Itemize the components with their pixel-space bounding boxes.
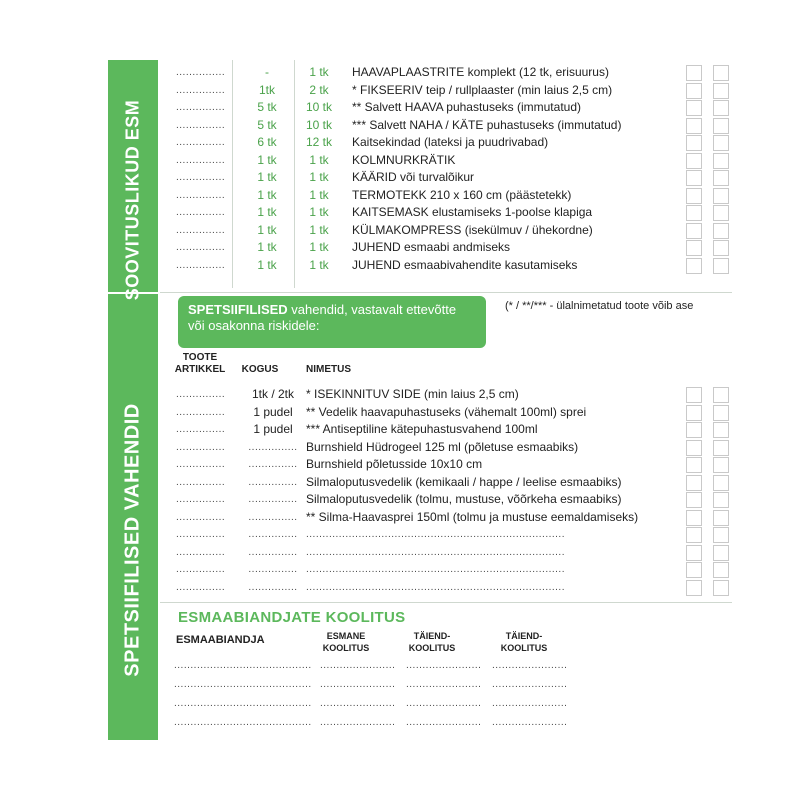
callout-text: vahendid, vastavalt ettevõtte või osakonna riskidele: [188, 302, 457, 333]
item-name: Burnshield Hüdrogeel 125 ml (põletuse esmaabiks) [306, 439, 579, 454]
checkbox[interactable] [686, 492, 702, 508]
quantity-large: 1 tk [309, 205, 329, 219]
article-placeholder[interactable]: ............... [176, 511, 226, 523]
first-aider-name-field[interactable]: .......................................... [174, 717, 312, 728]
checkbox[interactable] [686, 510, 702, 526]
list-item [160, 439, 720, 456]
item-name: *** Salvett NAHA / KÄTE puhastuseks (immutatud) [352, 117, 622, 132]
quantity-large: 1 tk [309, 170, 329, 184]
item-name: * ISEKINNITUV SIDE (min laius 2,5 cm) [306, 387, 519, 401]
quantity: 1 pudel [253, 422, 293, 436]
checkbox[interactable] [713, 527, 729, 543]
quantity-large: 10 tk [305, 117, 332, 132]
refresher-training-date-field[interactable]: ....................... [492, 698, 568, 709]
list-item [160, 561, 720, 578]
checkbox[interactable] [686, 422, 702, 438]
initial-training-date-field[interactable]: ....................... [320, 679, 396, 690]
article-placeholder[interactable]: ............... [176, 224, 226, 236]
quantity-small: 6 tk [257, 135, 277, 149]
refresher-training-date-field[interactable]: ....................... [492, 660, 568, 671]
article-placeholder[interactable]: ............... [176, 546, 226, 558]
item-name: Silmaloputusvedelik (tolmu, mustuse, võõrkeha esmaabiks) [306, 492, 622, 506]
sidebar-bar [108, 60, 158, 798]
checkbox[interactable] [686, 440, 702, 456]
checkbox[interactable] [686, 83, 702, 99]
quantity[interactable]: ............... [248, 441, 298, 453]
header-first-aider: ESMAABIANDJA [176, 634, 265, 646]
quantity-large: 1 tk [309, 257, 329, 272]
list-item [160, 204, 720, 221]
quantity[interactable]: ............... [248, 511, 298, 523]
first-aider-name-field[interactable]: .......................................... [174, 660, 312, 671]
article-placeholder[interactable]: ............... [176, 476, 226, 488]
checkbox[interactable] [713, 223, 729, 239]
quantity-large: 12 tk [305, 135, 332, 149]
list-item [160, 509, 720, 526]
list-item [160, 222, 720, 239]
checkbox[interactable] [713, 440, 729, 456]
checkbox[interactable] [686, 188, 702, 204]
item-name[interactable]: ............................................................................... [306, 529, 565, 540]
callout-bold: SPETSIIFILISED [188, 302, 288, 317]
article-placeholder[interactable]: ............... [176, 137, 226, 148]
specific-tools-callout [178, 296, 486, 348]
quantity[interactable]: ............... [248, 564, 298, 575]
refresher-training-date-field[interactable]: ....................... [492, 717, 568, 728]
checkbox[interactable] [686, 405, 702, 421]
header-quantity: KOGUS [241, 364, 279, 375]
article-placeholder[interactable]: ............... [176, 154, 226, 166]
list-item [160, 82, 720, 99]
quantity[interactable]: ............... [248, 581, 298, 593]
quantity[interactable]: ............... [248, 546, 298, 558]
item-name: KOLMNURKRÄTIK [352, 152, 456, 167]
list-item [160, 134, 720, 151]
list-item [160, 404, 720, 421]
item-name: Burnshield põletusside 10x10 cm [306, 457, 483, 471]
quantity-large: 1 tk [309, 65, 329, 79]
checkbox[interactable] [686, 118, 702, 134]
checkbox[interactable] [713, 545, 729, 561]
article-placeholder[interactable]: ............... [176, 119, 226, 131]
checkbox[interactable] [713, 387, 729, 403]
checkbox[interactable] [713, 188, 729, 204]
item-name: ** Silma-Haavasprei 150ml (tolmu ja mustuse eemaldamiseks) [306, 509, 639, 524]
article-placeholder[interactable]: ............... [176, 172, 226, 183]
checkbox[interactable] [686, 223, 702, 239]
training-title: ESMAABIANDJATE KOOLITUS [178, 609, 406, 626]
article-placeholder[interactable]: ............... [176, 259, 226, 271]
item-name: JUHEND esmaabivahendite kasutamiseks [352, 257, 578, 272]
item-name[interactable]: ............................................................................... [306, 564, 565, 575]
section-divider [160, 292, 732, 293]
checkbox[interactable] [686, 387, 702, 403]
checkbox[interactable] [686, 580, 702, 596]
list-item [160, 526, 720, 543]
first-aider-name-field[interactable]: .......................................... [174, 698, 312, 709]
article-placeholder[interactable]: ............... [176, 102, 226, 113]
quantity-large: 1 tk [309, 240, 329, 254]
checkbox[interactable] [713, 562, 729, 578]
list-item [160, 474, 720, 491]
quantity-large: 1 tk [309, 152, 329, 167]
checkbox[interactable] [713, 510, 729, 526]
quantity[interactable]: ............... [248, 459, 298, 470]
list-item [160, 491, 720, 508]
article-placeholder[interactable]: ............... [176, 581, 226, 593]
quantity-small: - [265, 65, 269, 79]
checkbox[interactable] [686, 205, 702, 221]
article-placeholder[interactable]: ............... [176, 389, 226, 400]
initial-training-date-field[interactable]: ....................... [320, 698, 396, 709]
refresher-training-date-field[interactable]: ....................... [406, 660, 482, 671]
checkbox[interactable] [686, 258, 702, 274]
list-item [160, 544, 720, 561]
quantity[interactable]: ............... [248, 529, 298, 540]
checkbox[interactable] [686, 545, 702, 561]
checkbox[interactable] [686, 65, 702, 81]
checkbox[interactable] [713, 83, 729, 99]
list-item [160, 117, 720, 134]
item-name: ** Salvett HAAVA puhastuseks (immutatud) [352, 100, 581, 114]
quantity-small: 1tk [258, 82, 275, 97]
item-name[interactable]: ............................................................................... [306, 546, 565, 558]
article-placeholder[interactable]: ............... [176, 529, 226, 540]
quantity-large: 1 tk [309, 187, 329, 202]
article-placeholder[interactable]: ............... [176, 189, 226, 201]
list-item [160, 64, 720, 81]
quantity-small: 5 tk [257, 100, 277, 114]
refresher-training-date-field[interactable]: ....................... [406, 717, 482, 728]
item-name: KÄÄRID või turvalõikur [352, 170, 475, 184]
item-name: Kaitsekindad (lateksi ja puudrivabad) [352, 135, 549, 149]
first-aider-name-field[interactable]: .......................................... [174, 679, 312, 690]
quantity-small: 1 tk [257, 222, 277, 237]
item-name: Silmaloputusvedelik (kemikaali / happe / leelise esmaabiks) [306, 474, 622, 489]
list-item [160, 239, 720, 256]
refresher-training-date-field[interactable]: ....................... [406, 698, 482, 709]
list-item [160, 386, 720, 403]
article-placeholder[interactable]: ............... [176, 441, 226, 453]
checkbox[interactable] [686, 170, 702, 186]
checkbox[interactable] [686, 457, 702, 473]
section-divider [160, 602, 732, 603]
article-placeholder[interactable]: ............... [176, 242, 226, 253]
article-placeholder[interactable]: ............... [176, 67, 226, 78]
quantity: 1tk / 2tk [251, 387, 295, 401]
article-placeholder[interactable]: ............... [176, 494, 226, 505]
checkbox[interactable] [713, 422, 729, 438]
quantity-large: 2 tk [309, 82, 329, 97]
article-placeholder[interactable]: ............... [176, 459, 226, 470]
item-name: KAITSEMASK elustamiseks 1-poolse klapiga [352, 205, 593, 219]
checkbox[interactable] [713, 170, 729, 186]
list-item [160, 152, 720, 169]
substitution-note: (* / **/*** - ülalnimetatud toote võib ase [505, 300, 694, 312]
checkbox[interactable] [713, 580, 729, 596]
checkbox[interactable] [713, 100, 729, 116]
item-name[interactable]: ............................................................................... [306, 581, 565, 593]
quantity[interactable]: ............... [248, 476, 298, 488]
header-name: NIMETUS [306, 364, 351, 375]
checkbox[interactable] [686, 527, 702, 543]
header-article: TOOTE ARTIKKEL [174, 352, 226, 375]
checkbox[interactable] [686, 562, 702, 578]
quantity-small: 1 tk [257, 240, 277, 254]
checkbox[interactable] [686, 135, 702, 151]
list-item [160, 257, 720, 274]
list-item [160, 579, 720, 596]
checkbox[interactable] [713, 240, 729, 256]
quantity-small: 5 tk [257, 117, 277, 132]
quantity-large: 1 tk [309, 222, 329, 237]
quantity-small: 1 tk [257, 205, 277, 219]
quantity-small: 1 tk [257, 187, 277, 202]
checkbox[interactable] [713, 258, 729, 274]
checkbox[interactable] [713, 135, 729, 151]
checkbox[interactable] [713, 118, 729, 134]
sidebar-bottom-label: SPETSIIFILISED VAHENDID [121, 403, 144, 677]
list-item [160, 99, 720, 116]
list-item [160, 456, 720, 473]
quantity-large: 10 tk [305, 100, 332, 114]
refresher-training-date-field[interactable]: ....................... [492, 679, 568, 690]
item-name: KÜLMAKOMPRESS (isekülmuv / ühekordne) [352, 222, 593, 237]
checkbox[interactable] [713, 492, 729, 508]
checkbox[interactable] [686, 475, 702, 491]
header-refresher-training-2: TÄIEND- KOOLITUS [500, 631, 548, 653]
list-item [160, 187, 720, 204]
item-name: TERMOTEKK 210 x 160 cm (päästetekk) [352, 187, 572, 202]
checkbox[interactable] [713, 405, 729, 421]
initial-training-date-field[interactable]: ....................... [320, 660, 396, 671]
quantity[interactable]: ............... [248, 494, 298, 505]
header-refresher-training-1: TÄIEND- KOOLITUS [408, 631, 456, 653]
checkbox[interactable] [713, 153, 729, 169]
item-name: *** Antiseptiline kätepuhastusvahend 100ml [306, 422, 538, 436]
checkbox[interactable] [686, 153, 702, 169]
checkbox[interactable] [713, 457, 729, 473]
initial-training-date-field[interactable]: ....................... [320, 717, 396, 728]
checkbox[interactable] [713, 475, 729, 491]
article-placeholder[interactable]: ............... [176, 207, 226, 218]
quantity-small: 1 tk [257, 152, 277, 167]
sidebar-footer-label: Grupp OÜ [128, 752, 138, 798]
item-name: HAAVAPLAASTRITE komplekt (12 tk, erisuurus) [352, 65, 609, 79]
sidebar-top-label: SOOVITUSLIKUD ESM [122, 99, 143, 301]
article-placeholder[interactable]: ............... [176, 424, 226, 435]
article-placeholder[interactable]: ............... [176, 406, 226, 418]
quantity: 1 pudel [253, 404, 293, 419]
checkbox[interactable] [713, 65, 729, 81]
checkbox[interactable] [686, 100, 702, 116]
item-name: ** Vedelik haavapuhastuseks (vähemalt 100ml) sprei [306, 404, 587, 419]
item-name: * FIKSEERIV teip / rullplaaster (min laius 2,5 cm) [352, 82, 613, 97]
list-item [160, 421, 720, 438]
item-name: JUHEND esmaabi andmiseks [352, 240, 511, 254]
quantity-small: 1 tk [257, 257, 277, 272]
refresher-training-date-field[interactable]: ....................... [406, 679, 482, 690]
checkbox[interactable] [713, 205, 729, 221]
checkbox[interactable] [686, 240, 702, 256]
list-item [160, 169, 720, 186]
header-initial-training: ESMANE KOOLITUS [322, 631, 370, 653]
article-placeholder[interactable]: ............... [176, 84, 226, 96]
quantity-small: 1 tk [257, 170, 277, 184]
article-placeholder[interactable]: ............... [176, 564, 226, 575]
